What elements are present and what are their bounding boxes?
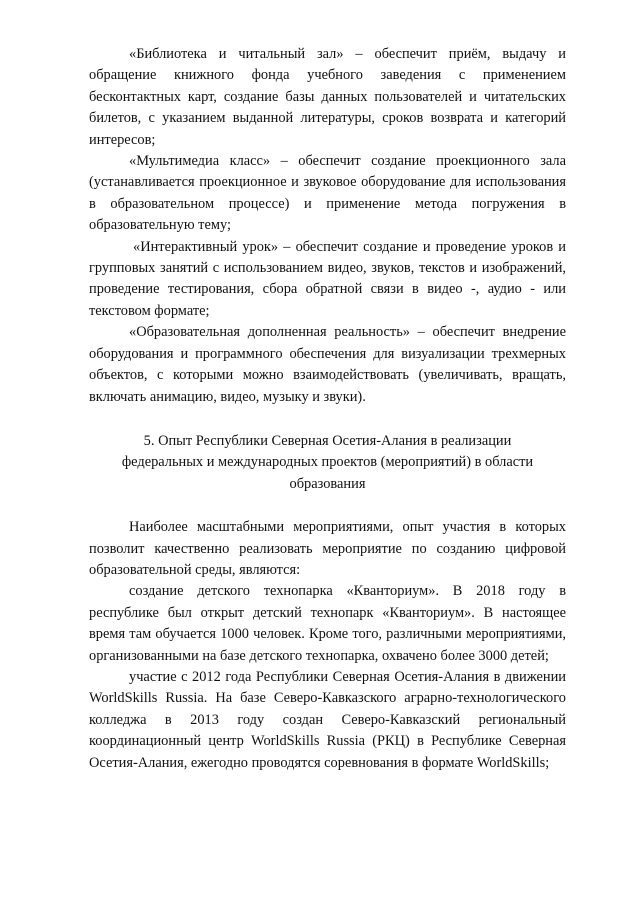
section-heading-line-3: образования — [289, 475, 366, 492]
section-heading-line-1: 5. Опыт Республики Северная Осетия-Алания в реализации — [143, 432, 512, 449]
paragraph-multimedia: «Мультимедиа класс» – обеспечит создание проекционного зала (устанавливается проекционное и звуковое оборудование для использования в образовательном процессе) и применение метода погружения в образовательную тему; — [89, 153, 566, 234]
paragraph-intro-events: Наиболее масштабными мероприятиями, опыт участия в которых позволит качественно реализовать мероприятие по созданию цифровой образовательной среды, являются: — [89, 519, 566, 578]
section-heading — [89, 431, 566, 495]
paragraph-worldskills: участие с 2012 года Республики Северная Осетия-Алания в движении WorldSkills Russia. На базе Северо-Кавказского аграрно-технологического колледжа в 2013 году создан Северо-Кавказский региональный координационный центр WorldSkills Russia (РКЦ) в Республике Северная Осетия-Алания, ежегодно проводятся соревнования в формате WorldSkills; — [89, 668, 566, 771]
section-spacer — [89, 495, 566, 517]
paragraph-interactive-lesson: «Интерактивный урок» – обеспечит создание и проведение уроков и групповых занятий с использованием видео, звуков, текстов и изображений, проведение тестирования, сбора обратной связи в видео -, аудио - или текстовом формате; — [89, 238, 566, 319]
section-heading-line-2: федеральных и международных проектов (мероприятий) в области — [121, 454, 534, 471]
document-page — [89, 44, 566, 774]
paragraph-library: «Библиотека и читальный зал» – обеспечит приём, выдачу и обращение книжного фонда учебного заведения с применением бесконтактных карт, создание базы данных пользователей и читательских билетов, с указанием выданной литературы, сроков возврата и категорий интересов; — [89, 46, 566, 148]
paragraph-augmented-reality: «Образовательная дополненная реальность» – обеспечит внедрение оборудования и программного обеспечения для визуализации трехмерных объектов, с которыми можно взаимодействовать (увеличивать, вращать, включать анимацию, видео, музыку и звуки). — [89, 324, 566, 405]
paragraph-kvantorium: создание детского технопарка «Кванториум». В 2018 году в республике был открыт детский технопарк «Кванториум». В настоящее время там обучается 1000 человек. Кроме того, различными мероприятиями, организованными на базе детского технопарка, охвачено более 3000 детей; — [89, 583, 566, 664]
